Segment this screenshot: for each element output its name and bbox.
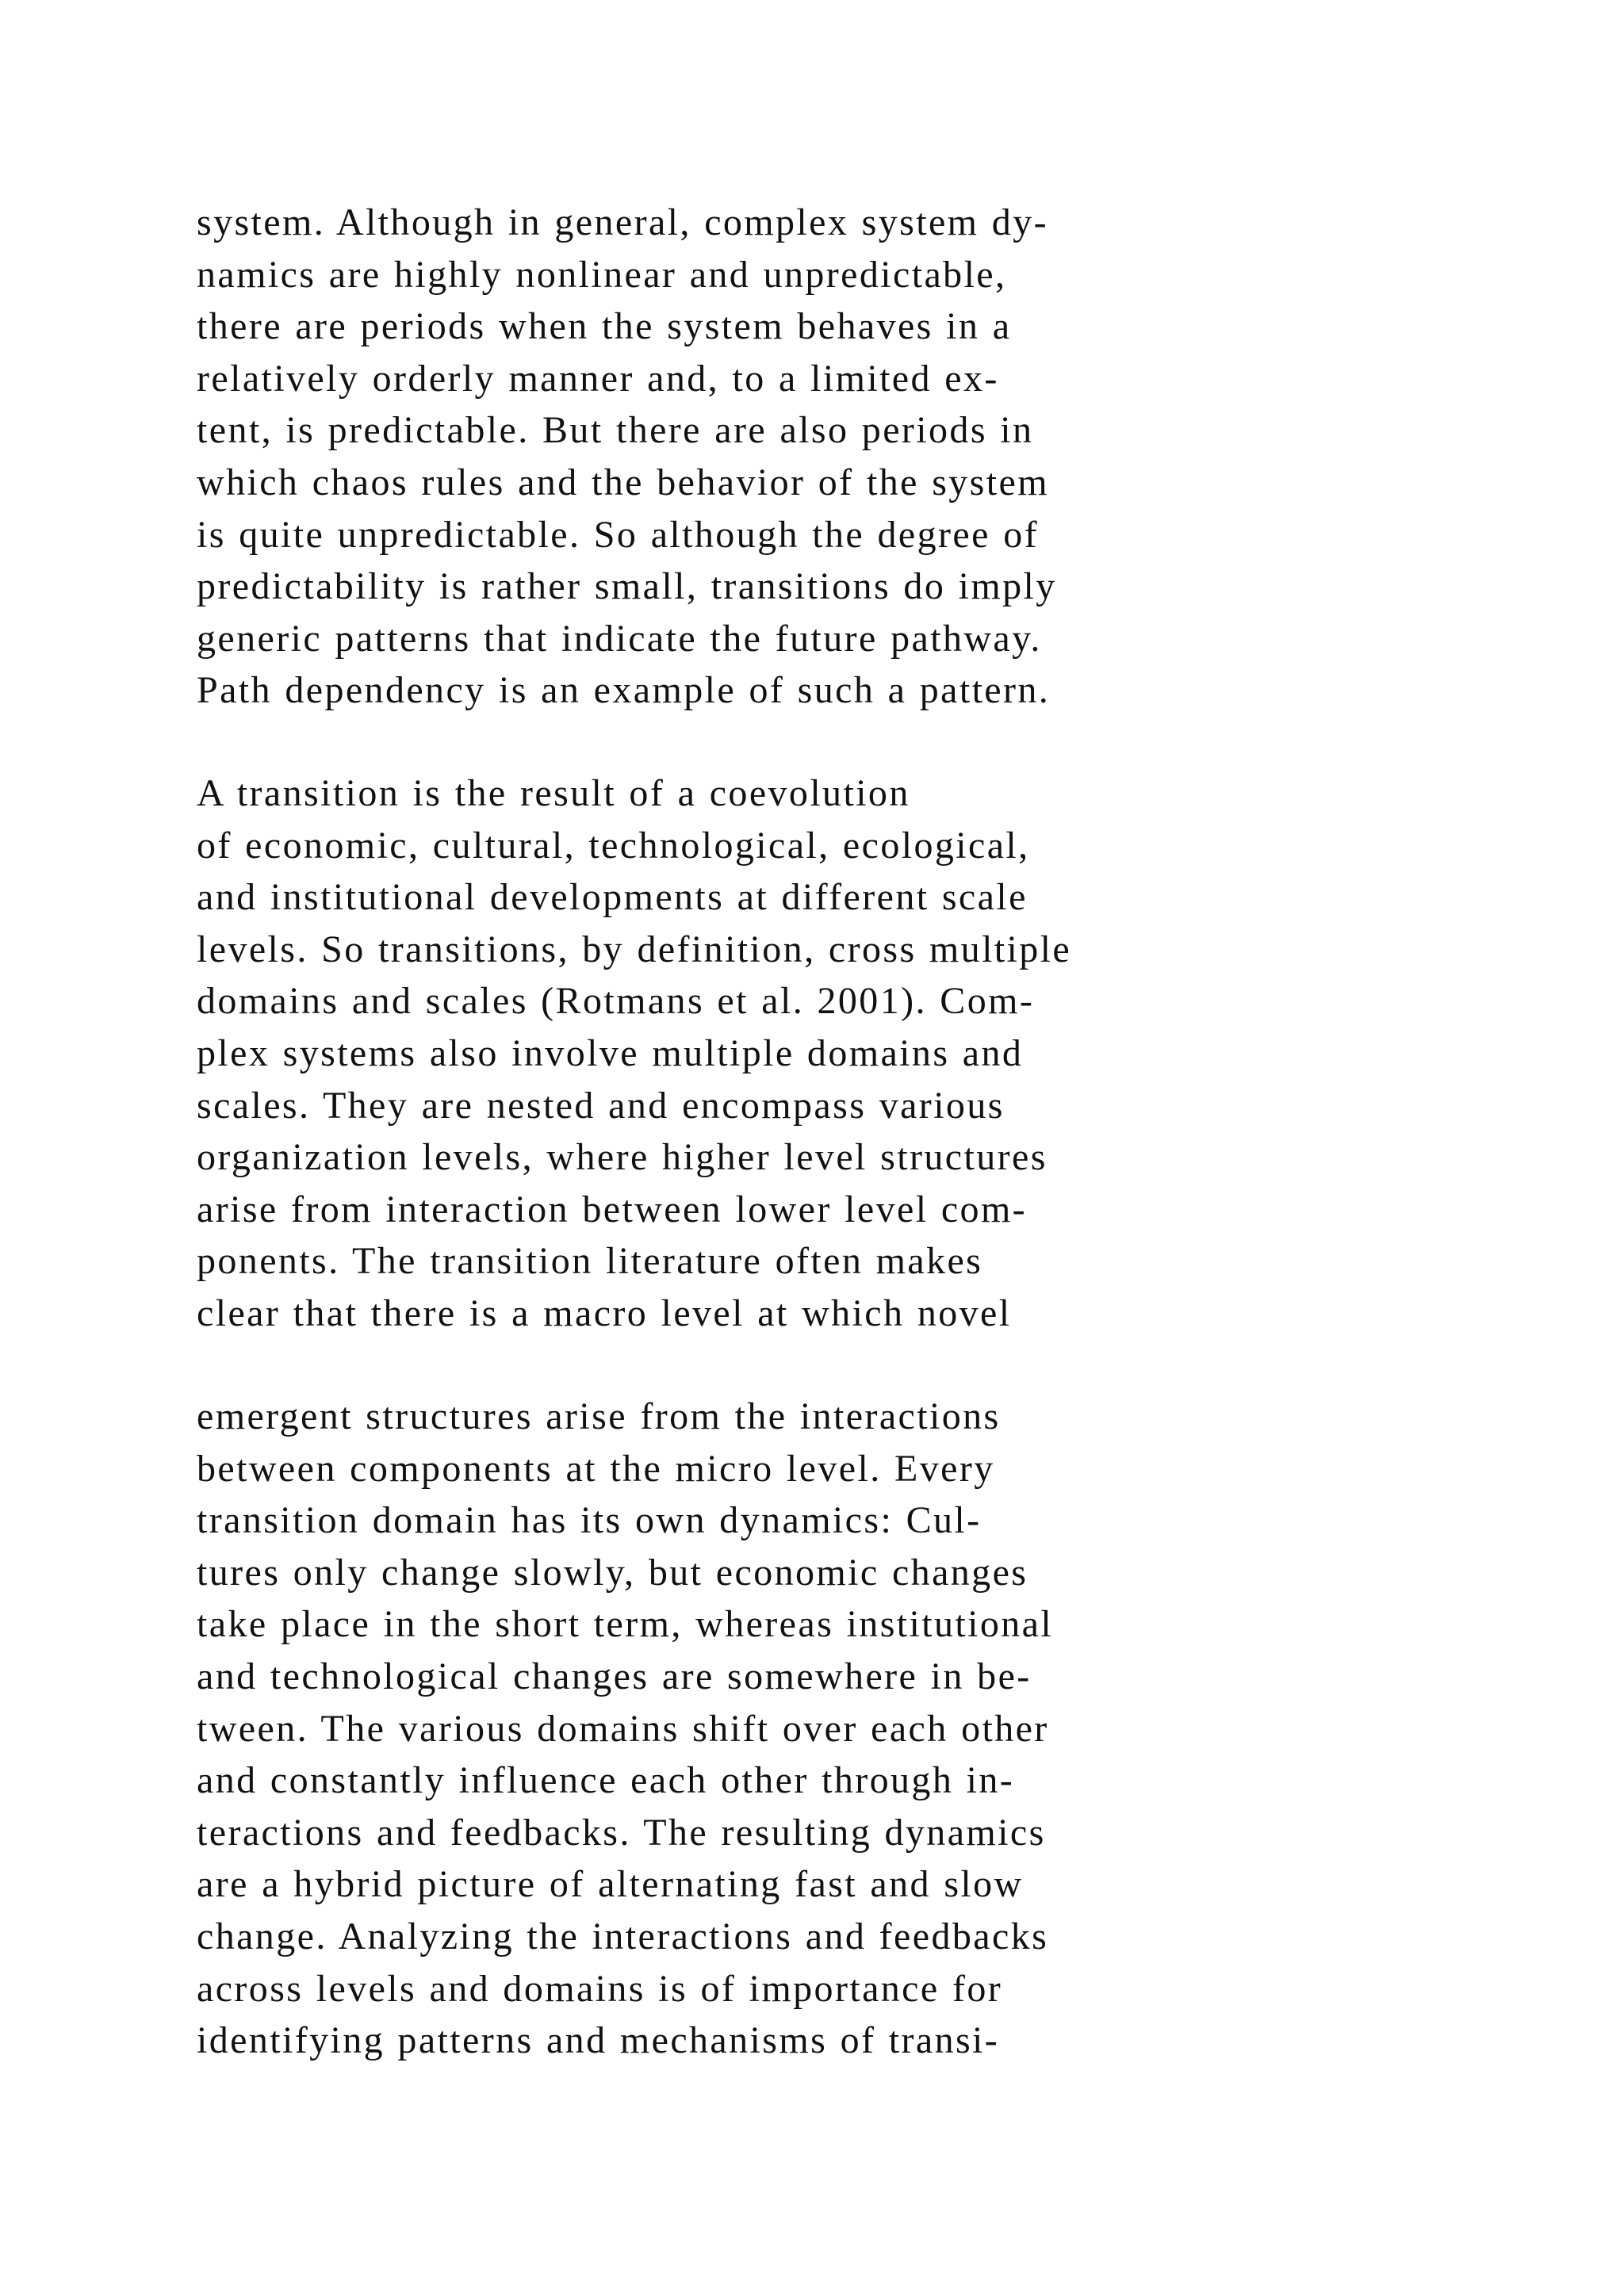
text-line: there are periods when the system behaves in a <box>197 305 1012 348</box>
text-line: tween. The various domains shift over each other <box>197 1707 1049 1750</box>
text-line: A transition is the result of a coevolution <box>197 772 910 814</box>
paragraph-complex-system-dynamics <box>197 197 1057 717</box>
text-line: Path dependency is an example of such a pattern. <box>197 669 1051 712</box>
text-line: system. Although in general, complex system dy- <box>197 201 1048 243</box>
text-line: identifying patterns and mechanisms of transi- <box>197 2019 1000 2062</box>
text-line: tures only change slowly, but economic changes <box>197 1551 1028 1594</box>
text-line: generic patterns that indicate the future pathway. <box>197 617 1042 660</box>
text-line: between components at the micro level. Every <box>197 1447 995 1490</box>
text-line: across levels and domains is of importance for <box>197 1967 1003 2010</box>
text-line: domains and scales (Rotmans et al. 2001). Com- <box>197 980 1035 1023</box>
text-line: is quite unpredictable. So although the degree of <box>197 513 1039 556</box>
text-line: and constantly influence each other through in- <box>197 1759 1015 1802</box>
text-line: plex systems also involve multiple domains and <box>197 1031 1024 1074</box>
text-line: predictability is rather small, transitions do imply <box>197 565 1057 608</box>
text-line: tent, is predictable. But there are also periods in <box>197 409 1034 452</box>
text-line: transition domain has its own dynamics: Cul- <box>197 1499 982 1542</box>
paragraph-transition-coevolution <box>197 767 1071 1340</box>
text-line: teractions and feedbacks. The resulting dynamics <box>197 1811 1046 1854</box>
text-line: change. Analyzing the interactions and feedbacks <box>197 1915 1049 1957</box>
text-line: take place in the short term, whereas institutional <box>197 1603 1054 1646</box>
text-line: clear that there is a macro level at which novel <box>197 1292 1012 1334</box>
text-line: relatively orderly manner and, to a limited ex- <box>197 357 999 400</box>
text-line: scales. They are nested and encompass various <box>197 1084 1005 1127</box>
text-line: of economic, cultural, technological, ecological, <box>197 824 1030 867</box>
text-line: namics are highly nonlinear and unpredictable, <box>197 253 1007 296</box>
text-line: ponents. The transition literature often makes <box>197 1240 983 1283</box>
text-line: organization levels, where higher level structures <box>197 1136 1048 1179</box>
text-line: arise from interaction between lower level com- <box>197 1188 1028 1230</box>
text-line: levels. So transitions, by definition, cross multiple <box>197 928 1072 970</box>
text-line: which chaos rules and the behavior of the system <box>197 461 1049 503</box>
text-line: emergent structures arise from the interactions <box>197 1395 1001 1437</box>
text-line: and technological changes are somewhere in be- <box>197 1655 1032 1697</box>
text-line: are a hybrid picture of alternating fast and slow <box>197 1863 1024 1906</box>
paragraph-emergent-structures <box>197 1391 1053 2067</box>
text-line: and institutional developments at different scale <box>197 876 1028 919</box>
